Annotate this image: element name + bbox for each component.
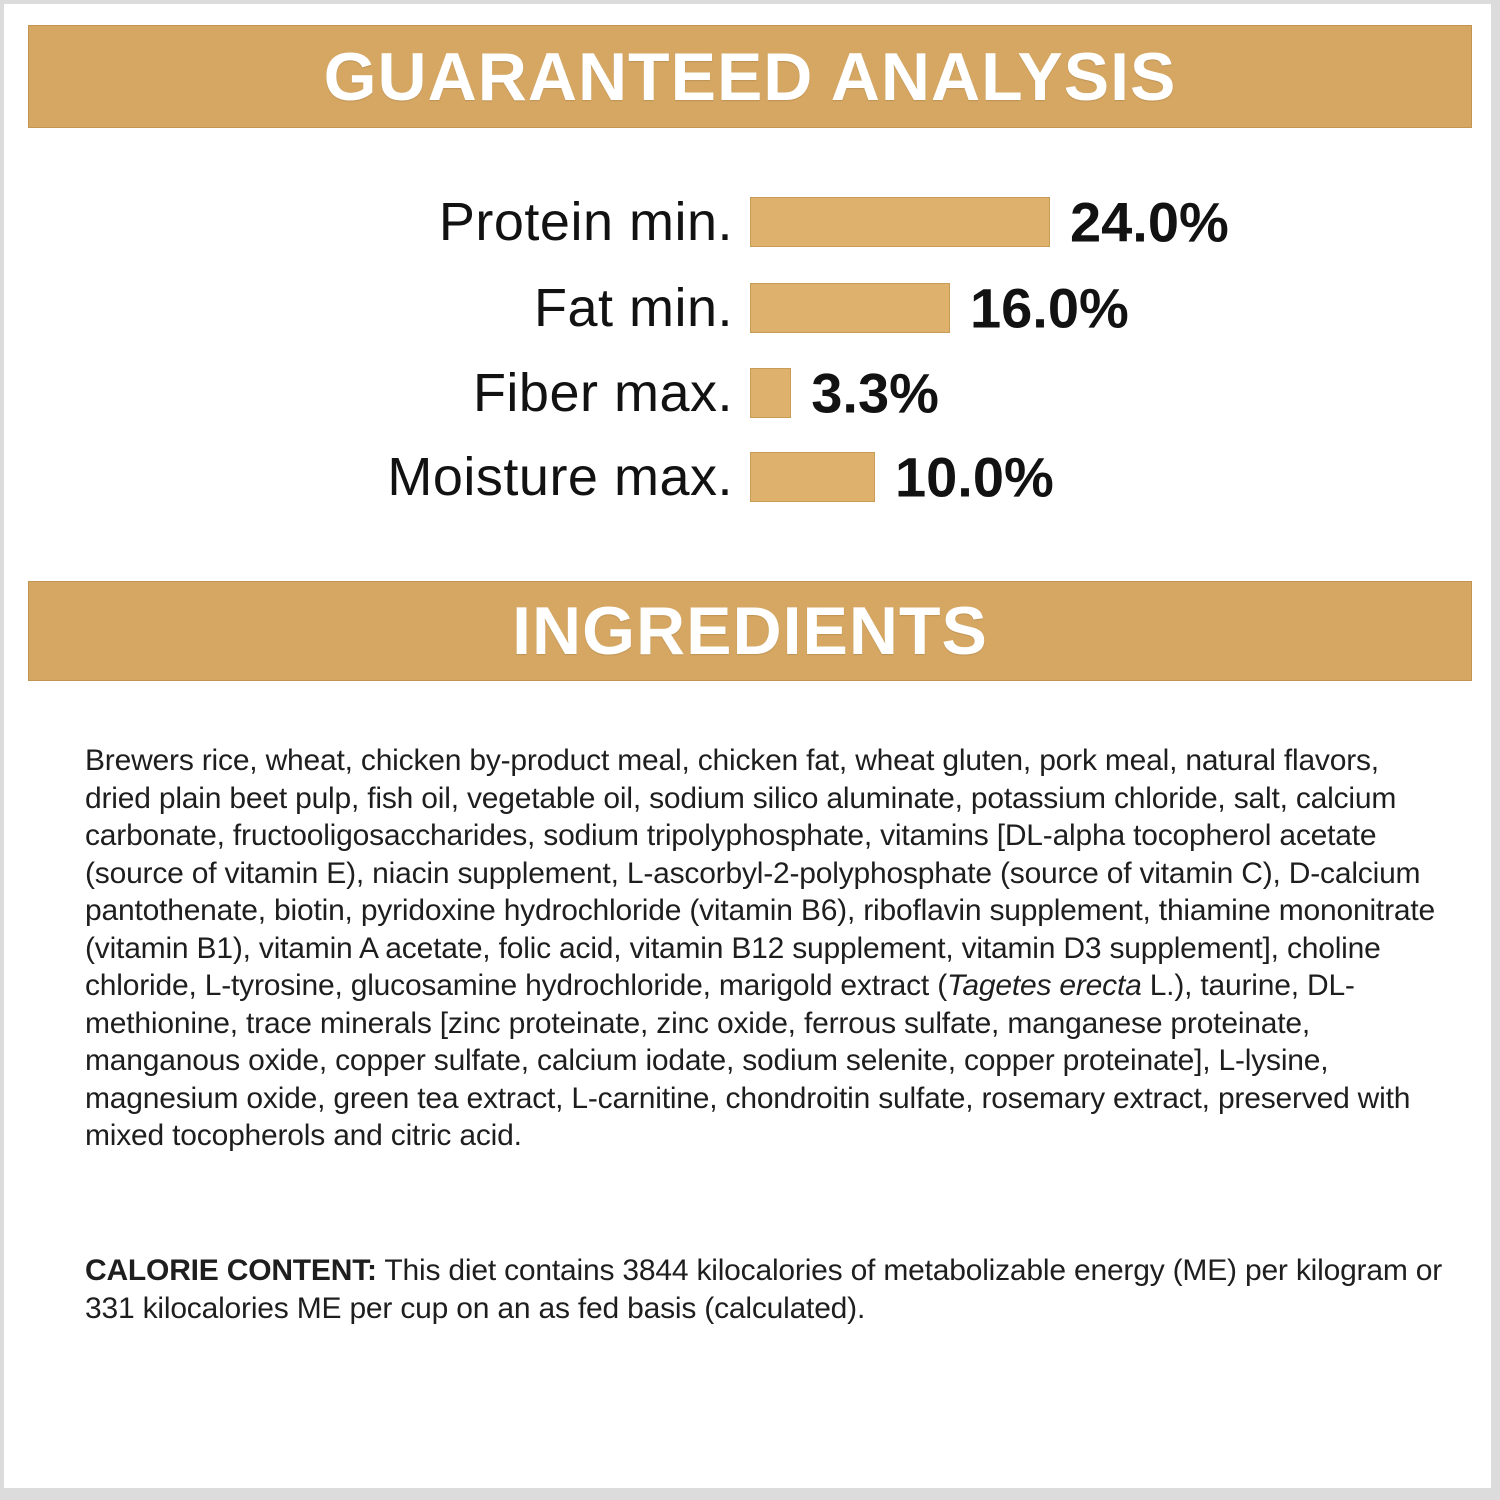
calorie-content-paragraph: [85, 1252, 1445, 1327]
ga-label-protein: Protein min.: [438, 192, 733, 252]
ga-label-moisture: Moisture max.: [387, 447, 733, 507]
ga-bar-fiber: [750, 368, 791, 418]
ingredients-paragraph: [85, 742, 1445, 1155]
ga-value-fiber: 3.3%: [811, 361, 939, 425]
ingredients-heading: INGREDIENTS: [512, 593, 988, 669]
ga-bar-protein: [750, 197, 1050, 247]
ga-bar-fat: [750, 283, 950, 333]
ingredients-banner: [28, 581, 1472, 681]
ga-row-fat: [0, 276, 1500, 340]
ingredients-text-after-italic: L.), taurine, DL-methionine, trace minerals [zinc proteinate, zinc oxide, ferrous sulfate, manganese proteinate, manganous oxide, copper sulfate, calcium iodate, sodium selenite, copper proteinate], L-lysine, magnesium oxide, green tea extract, L-carnitine, chondroitin sulfate, rosemary extract, preserved with mixed tocopherols and citric acid.: [85, 969, 1411, 1152]
ingredients-text-before-italic: Brewers rice, wheat, chicken by-product meal, chicken fat, wheat gluten, pork meal, natural flavors, dried plain beet pulp, fish oil, vegetable oil, sodium silico aluminate, potassium chloride, salt, calcium carbonate, fructooligosaccharides, sodium tripolyphosphate, vitamins [DL-alpha tocopherol acetate (source of vitamin E), niacin supplement, L-ascorbyl-2-polyphosphate (source of vitamin C), D-calcium pantothenate, biotin, pyridoxine hydrochloride (vitamin B6), riboflavin supplement, thiamine mononitrate (vitamin B1), vitamin A acetate, folic acid, vitamin B12 supplement, vitamin D3 supplement], choline chloride, L-tyrosine, glucosamine hydrochloride, marigold extract (: [85, 744, 1435, 1002]
guaranteed-analysis-chart: [0, 0, 1500, 560]
ga-label-fat: Fat min.: [533, 278, 733, 338]
ga-row-protein: [0, 190, 1500, 254]
ga-bar-moisture: [750, 452, 875, 502]
calorie-content-text: This diet contains 3844 kilocalories of metabolizable energy (ME) per kilogram or 331 kilocalories ME per cup on an as fed basis (calculated).: [85, 1254, 1443, 1325]
ga-row-fiber: [0, 361, 1500, 425]
ingredients-species-italic: Tagetes erecta: [947, 969, 1142, 1002]
ga-value-protein: 24.0%: [1070, 190, 1229, 254]
ga-value-fat: 16.0%: [970, 276, 1129, 340]
ga-label-fiber: Fiber max.: [472, 363, 733, 423]
ga-row-moisture: [0, 445, 1500, 509]
calorie-content-label: CALORIE CONTENT:: [85, 1254, 377, 1287]
guaranteed-analysis-heading: GUARANTEED ANALYSIS: [323, 38, 1177, 115]
ga-value-moisture: 10.0%: [895, 445, 1054, 509]
